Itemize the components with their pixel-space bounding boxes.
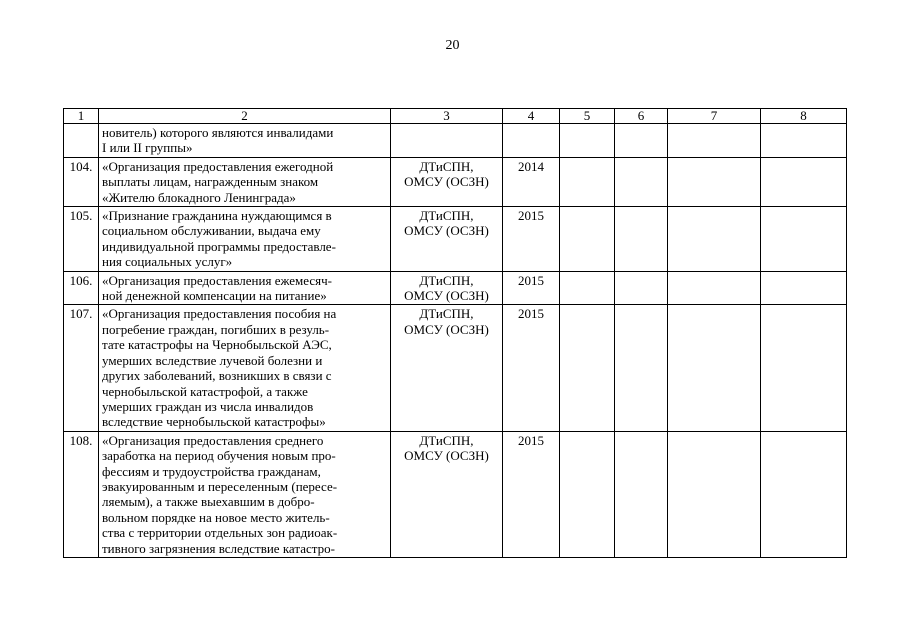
empty-cell bbox=[560, 207, 615, 272]
service-name-line: вольном порядке на новое место житель- bbox=[102, 509, 330, 525]
year-cell: 2015 bbox=[503, 271, 560, 305]
year-cell: 2015 bbox=[503, 207, 560, 272]
row-number-cell: 105. bbox=[64, 207, 99, 272]
table-row-106 bbox=[64, 271, 847, 305]
service-name-line: чернобыльской катастрофой, а также bbox=[102, 383, 308, 399]
empty-cell bbox=[668, 157, 761, 206]
empty-cell bbox=[668, 305, 761, 431]
executor-cell bbox=[391, 207, 503, 272]
empty-cell bbox=[560, 431, 615, 557]
column-header: 8 bbox=[761, 109, 847, 124]
services-table bbox=[63, 108, 847, 558]
empty-cell bbox=[560, 124, 615, 158]
empty-cell bbox=[615, 271, 668, 305]
column-header: 4 bbox=[503, 109, 560, 124]
service-name-cell bbox=[99, 124, 391, 158]
year-cell bbox=[503, 124, 560, 158]
empty-cell bbox=[668, 431, 761, 557]
executor-cell bbox=[391, 431, 503, 557]
year-cell: 2015 bbox=[503, 431, 560, 557]
column-header: 6 bbox=[615, 109, 668, 124]
empty-cell bbox=[761, 124, 847, 158]
year-cell: 2014 bbox=[503, 157, 560, 206]
empty-cell bbox=[668, 124, 761, 158]
column-header: 7 bbox=[668, 109, 761, 124]
service-name-line: «Организация предоставления среднего bbox=[102, 432, 324, 448]
service-name-line: ства с территории отдельных зон радиоак- bbox=[102, 525, 338, 541]
empty-cell bbox=[615, 157, 668, 206]
empty-cell bbox=[761, 207, 847, 272]
column-header: 5 bbox=[560, 109, 615, 124]
service-name-line: ляемым), а также выехавшим в добро- bbox=[102, 494, 315, 510]
executor-line: ОМСУ (ОСЗН) bbox=[404, 174, 489, 190]
executor-cell bbox=[391, 157, 503, 206]
empty-cell bbox=[761, 431, 847, 557]
service-name-line: вследствие чернобыльской катастрофы» bbox=[102, 414, 326, 430]
service-name-line: «Жителю блокадного Ленинграда» bbox=[102, 189, 296, 205]
table-row-107 bbox=[64, 305, 847, 431]
service-name-cell bbox=[99, 305, 391, 431]
empty-cell bbox=[668, 271, 761, 305]
executor-line: ОМСУ (ОСЗН) bbox=[404, 223, 489, 239]
service-name-line: выплаты лицам, награжденным знаком bbox=[102, 174, 319, 190]
service-name-line: индивидуальной программы предоставле- bbox=[102, 238, 336, 254]
service-name-cell bbox=[99, 271, 391, 305]
service-name-line: погребение граждан, погибших в резуль- bbox=[102, 321, 330, 337]
service-name-line: I или II группы» bbox=[102, 140, 193, 156]
table-row-105 bbox=[64, 207, 847, 272]
table-row-108 bbox=[64, 431, 847, 557]
service-name-cell bbox=[99, 431, 391, 557]
service-name-line: заработка на период обучения новым про- bbox=[102, 448, 336, 464]
executor-line: ДТиСПН, bbox=[419, 272, 474, 288]
empty-cell bbox=[560, 271, 615, 305]
table-row-continuation bbox=[64, 124, 847, 158]
empty-cell bbox=[560, 305, 615, 431]
executor-line: ДТиСПН, bbox=[419, 432, 474, 448]
executor-cell bbox=[391, 124, 503, 158]
service-name-cell bbox=[99, 157, 391, 206]
service-name-line: ной денежной компенсации на питание» bbox=[102, 288, 327, 304]
empty-cell bbox=[615, 124, 668, 158]
empty-cell bbox=[668, 207, 761, 272]
service-name-line: эвакуированным и переселенным (пересе- bbox=[102, 478, 338, 494]
empty-cell bbox=[615, 431, 668, 557]
executor-line: ОМСУ (ОСЗН) bbox=[404, 288, 489, 304]
empty-cell bbox=[761, 157, 847, 206]
service-name-line: тивного загрязнения вследствие катастро- bbox=[102, 540, 335, 556]
executor-line: ДТиСПН, bbox=[419, 158, 474, 174]
service-name-line: тате катастрофы на Чернобыльской АЭС, bbox=[102, 337, 332, 353]
column-header: 2 bbox=[99, 109, 391, 124]
service-name-line: фессиям и трудоустройства гражданам, bbox=[102, 463, 321, 479]
empty-cell bbox=[615, 305, 668, 431]
empty-cell bbox=[761, 305, 847, 431]
service-name-line: ния социальных услуг» bbox=[102, 254, 233, 270]
executor-cell bbox=[391, 271, 503, 305]
service-name-line: новитель) которого являются инвалидами bbox=[102, 125, 334, 140]
row-number-cell: 106. bbox=[64, 271, 99, 305]
service-name-line: умерших вследствие лучевой болезни и bbox=[102, 352, 323, 368]
service-name-line: «Организация предоставления ежегодной bbox=[102, 158, 334, 174]
column-header: 1 bbox=[64, 109, 99, 124]
executor-line: ОМСУ (ОСЗН) bbox=[404, 321, 489, 337]
executor-line: ОМСУ (ОСЗН) bbox=[404, 448, 489, 464]
header-row bbox=[64, 109, 847, 124]
row-number-cell: 104. bbox=[64, 157, 99, 206]
service-name-line: других заболеваний, возникших в связи с bbox=[102, 368, 332, 384]
service-name-line: «Признание гражданина нуждающимся в bbox=[102, 208, 332, 224]
empty-cell bbox=[615, 207, 668, 272]
row-number-cell: 107. bbox=[64, 305, 99, 431]
empty-cell bbox=[761, 271, 847, 305]
executor-cell bbox=[391, 305, 503, 431]
column-header: 3 bbox=[391, 109, 503, 124]
table-row-104 bbox=[64, 157, 847, 206]
service-name-line: умерших граждан из числа инвалидов bbox=[102, 398, 314, 414]
service-name-line: «Организация предоставления пособия на bbox=[102, 306, 337, 322]
row-number-cell bbox=[64, 124, 99, 158]
executor-line: ДТиСПН, bbox=[419, 306, 474, 322]
year-cell: 2015 bbox=[503, 305, 560, 431]
service-name-line: «Организация предоставления ежемесяч- bbox=[102, 272, 332, 288]
row-number-cell: 108. bbox=[64, 431, 99, 557]
empty-cell bbox=[560, 157, 615, 206]
executor-line: ДТиСПН, bbox=[419, 208, 474, 224]
service-name-line: социальном обслуживании, выдача ему bbox=[102, 223, 321, 239]
page-number: 20 bbox=[445, 38, 460, 53]
service-name-cell bbox=[99, 207, 391, 272]
